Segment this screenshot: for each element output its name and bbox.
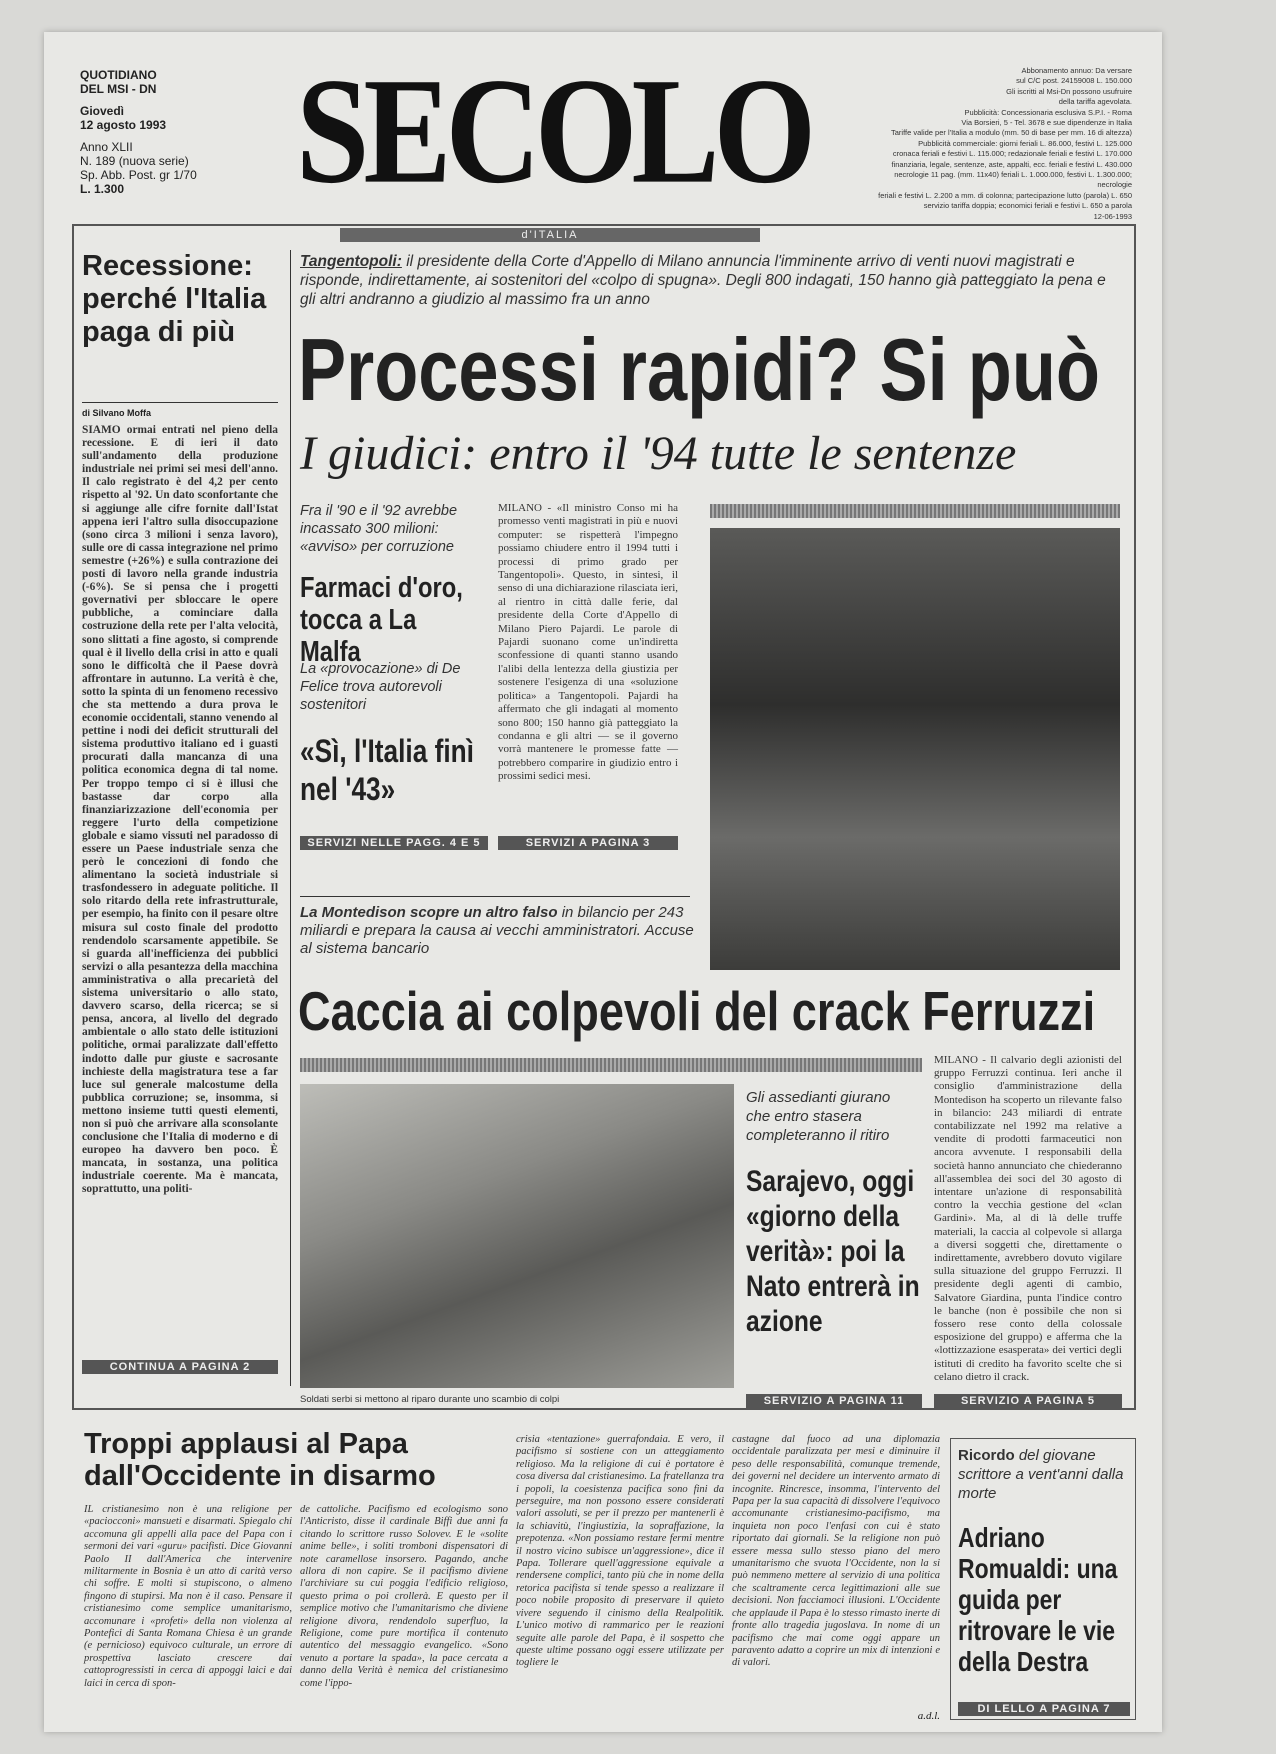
papa-col-2: de cattoliche. Pacifismo ed ecologismo sono l'Anticristo, disse il cardinale Biffi due anni fa citando lo scrittore russo Solovev. E le «solite anime belle», i soliti tromboni dispensatori di note caramellose insorsero. Pagando, anche allora di non capire. Se il pacifismo diviene l'archiviare su cui poggia l'edificio religioso, questo prima o poi crollerà. E questo per il semplice motivo che l'umanitarismo che diviene religione divora, rendendolo superfluo, la Religione, come pure mortifica il contenuto autentico del messaggio evangelico. «Sono venuto a portare la spada», la pace cercata a danno della Verità è nemica del cristianesimo come l'ippo- xyxy=(300,1504,508,1689)
masthead-info xyxy=(80,68,240,196)
info-line: cronaca feriali e festivi L. 115.000; redazionale feriali e festivi L. 170.000 xyxy=(892,149,1132,159)
kicker-text: il presidente della Corte d'Appello di Milano annuncia l'imminente arrivo di venti nuovi magistrati e risponde, indirettamente, ai sostenitori del «colpo di spugna». Degli 800 indagati, 150 hanno già patteggiato la pena e gli altri andranno a giudizio al massimo fra un anno xyxy=(300,253,1106,308)
romualdi-headline-text: Adriano Romualdi: una guida per ritrovare le vie della Destra xyxy=(958,1522,1118,1677)
sarajevo-headline-text: Sarajevo, oggi «giorno della verità»: poi la Nato entrerà in azione xyxy=(746,1165,920,1338)
newspaper-page xyxy=(44,32,1162,1732)
italia-headline xyxy=(300,732,490,814)
masthead-line: L. 1.300 xyxy=(80,182,125,196)
masthead-line: Sp. Abb. Post. gr 1/70 xyxy=(80,168,197,182)
servizio-pagina5-bar: SERVIZIO A PAGINA 5 xyxy=(934,1394,1122,1408)
papa-headline: Troppi applausi al Papa dall'Occidente in disarmo xyxy=(84,1428,436,1492)
column-divider xyxy=(290,250,291,1386)
tangentopoli-kicker xyxy=(300,252,1120,309)
montedison-kicker-lead: La Montedison scopre un altro falso xyxy=(300,904,558,921)
servizi-bar: SERVIZI NELLE PAGG. 4 E 5 xyxy=(300,836,488,850)
montedison-kicker xyxy=(300,904,700,958)
divider xyxy=(82,402,278,403)
divider xyxy=(300,896,690,897)
romualdi-headline xyxy=(958,1522,1136,1702)
subscription-info xyxy=(864,66,1132,222)
ferruzzi-headline-text: Caccia ai colpevoli del crack Ferruzzi xyxy=(298,980,1096,1042)
info-line: Tariffe valide per l'Italia a modulo (mm. 50 di base per mm. 16 di altezza) xyxy=(891,128,1132,138)
papa-col-1: IL cristianesimo non è una religione per «paciocconi» mansueti e disarmati. Spiegalo chi accomuna gli appelli alla pace del Papa con i sermoni dei vari «guru» pacifisti. Dice Giovanni Paolo II dall'America che intervenire militarmente in Bosnia è un atto di carità verso chi soffre. E molti si stupiscono, o almeno fingono di stupirsi. Ma non è il caso. Pensare il cristianesimo come semplice umanitarismo, accomunare i «profeti» della non violenza al Pontefici di Santa Romana Chiesa è un grande (e pernicioso) equivoco culturale, un errore di prospettiva lasciato crescere dai cattoprogressisti in cerca di appoggi laici e dai laici in cerca di spon- xyxy=(84,1504,292,1689)
defelice-kicker: La «provocazione» di De Felice trova autorevoli sostenitori xyxy=(300,661,461,713)
info-line: 12-06-1993 xyxy=(1093,211,1132,221)
romualdi-kicker xyxy=(958,1446,1130,1503)
byline: di Silvano Moffa xyxy=(82,408,152,418)
sarajevo-photo xyxy=(300,1084,734,1388)
papa-col-3: crisia «tentazione» guerrafondaia. E vero, il pacifismo si sostiene con un atteggiamento religioso. Ma la religione di cui è portatore è cosa diversa dal cristianesimo. La fratellanza tra i popoli, la coesistenza pacifica sono fini da perseguire, ma non possono essere considerati valori assoluti, se per il prezzo per mantenerli è la schiavitù, l'ingiustizia, la sopraffazione, la prepotenza. «Non possiamo restare fermi mentre il nostro vicino subisce un'aggressione», dice il Papa. Tollerare quell'aggressione equivale a rendersene complici, tanto più che in nome della retorica pacifista si tende spesso a realizzare il poco nobile proposito di preservare il quieto vivere seguendo il cinismo della Realpolitik. L'unico motivo di rammarico per le reazioni seguite alle parole del Papa, è il sospetto che queste ultime possano oggi essere utilizzate per togliere le xyxy=(516,1434,724,1669)
masthead-line: QUOTIDIANO xyxy=(80,68,157,82)
info-line: finanziaria, legale, sentenze, aste, appalti, ecc. feriali e festivi L. 430.000 xyxy=(891,159,1132,169)
processi-headline-text: Processi rapidi? Si può xyxy=(298,320,1100,419)
sarajevo-kicker: Gli assedianti giurano che entro stasera completeranno il ritiro xyxy=(746,1089,891,1144)
info-line: Gli iscritti al Msi-Dn possono usufruire xyxy=(1006,86,1132,96)
masthead-line: 12 agosto 1993 xyxy=(80,118,167,132)
logo-subtitle: d'ITALIA xyxy=(340,228,760,242)
ferruzzi-body: MILANO - Il calvario degli azionisti del gruppo Ferruzzi continua. Ieri anche il consiglio d'amministrazione della Montedison ha scoperto un rilevante falso in bilancio: 243 miliardi di entrate contabilizzate nel 1992 ma relative a vendite di prodotti farmaceutici non ancora avvenute. I responsabili della società hanno annunciato che chiederanno all'assemblea dei soci del 30 agosto di intentare un'azione di responsabilità contro la vecchia gestione del «clan Gardini». Ma, al di là delle truffe materiali, la caccia al colpevole si allarga a diversi soggetti che, direttamente o indirettamente, avrebbero dovuto vigilare sulla situazione del gruppo Ferruzzi. Il presidente degli agenti di cambio, Salvatore Giardina, punta l'indice contro le banche (non è possibile che non si fossero rese conto della colossale esposizione del gruppo) e afferma che la «lottizzazione esasperata» dei vertici degli istituti di credito ha favorito scelte che si celano dietro il crack. xyxy=(934,1054,1122,1383)
continua-bar: CONTINUA A PAGINA 2 xyxy=(82,1360,278,1374)
info-line: Abbonamento annuo: Da versare xyxy=(1021,66,1132,75)
photo-strip xyxy=(710,504,1120,518)
signature: a.d.l. xyxy=(917,1710,940,1722)
milano-body: MILANO - «Il ministro Conso mi ha promesso venti magistrati in più e nuovi computer: se rispetterà l'impegno possiamo chiudere entro il 1994 tutti i processi di primo grado per Tangentopoli». Questo, in sintesi, il senso di una dichiarazione rilasciata ieri, al rientro in città dalle ferie, dal presidente della Corte d'Appello di Milano Piero Pajardi. Le parole di Pajardi suonano come un'indiretta sconfessione di quanti stanno usando l'alibi della lentezza della giustizia per sostenere l'esigenza di una «soluzione politica» a Tangentopoli. Pajardi ha affermato che gli indagati al momento sono 800; 150 hanno già patteggiato la condanna e gli altri — se il governo vorrà mantenere le promesse fatte — potrebbero comparire in giudizio entro i prossimi sedici mesi. xyxy=(498,502,678,783)
processi-subhead: I giudici: entro il '94 tutte le sentenze xyxy=(300,427,1017,480)
masthead-line: N. 189 (nuova serie) xyxy=(80,154,189,168)
masthead-line: Anno XLII xyxy=(80,140,133,154)
farmaci-headline xyxy=(300,572,490,668)
logo-text: SECOLO xyxy=(296,45,811,215)
info-line: necrologie 11 pag. (mm. 11x40) feriali L. 1.000.000, festivi L. 1.300.000; necrologie xyxy=(894,170,1132,190)
info-line: sul C/C post. 24159008 L. 150.000 xyxy=(1016,76,1132,86)
processi-headline xyxy=(298,322,1118,418)
masthead-line: Giovedì xyxy=(80,104,125,118)
info-line: Via Borsieri, 5 - Tel. 3678 e sue dipendenze in Italia xyxy=(961,118,1132,128)
servizio-pagina11-bar: SERVIZIO A PAGINA 11 xyxy=(746,1394,922,1408)
info-line: Pubblicità: Concessionaria esclusiva S.P.I. - Roma xyxy=(964,107,1132,117)
recessione-body: SIAMO ormai entrati nel pieno della recessione. E di ieri il dato sull'andamento della produzione industriale nei primi sei mesi dell'anno. Il calo registrato è del 4,2 per cento rispetto al '92. Un dato sconfortante che si aggiunge alle cifre fornite dall'Istat appena ieri l'altro sulla disoccupazione (sono circa 3 milioni i senza lavoro), sulle ore di cassa integrazione nel primo semestre (+26%) e sulla contrazione dei posti di lavoro nella grande industria (-6%). Se si pensa che i progetti governativi per sbloccare le opere pubbliche, a cominciare dalla costruzione della rete per l'alta velocità, sono slittati a fine agosto, si comprende qual è il livello della crisi in atto e quali sono le difficoltà che il Paese dovrà affrontare in autunno. La verità è che, sotto la spinta di un fenomeno recessivo che sta mettendo a dura prova le economie occidentali, stanno venendo al pettine i nodi dei deficit strutturali del sistema produttivo italiano ed i guasti procurati dalla mancanza di una politica economica degna di tal nome. Per troppo tempo ci si è illusi che bastasse dar corpo alla finanziarizzazione dell'economia per reggere l'urto della competizione globale e siamo vissuti nel paradosso di essere un Paese industriale senza che però le concezioni di fondo che alimentano la società industriale si trasfondessero in adeguate politiche. Il solo ritardo della rete infrastrutturale, per esempio, ha finito con il pesare oltre misura sul costo finale del prodotto rendendolo scarsamente appetibile. Se si guarda all'inefficienza dei pubblici servizi o alla pesantezza della macchina amministrativa o alla precarietà del sistema universitario o allo stato, davvero scarso, della ricerca; se si pensa, ancora, al livello del degrado ambientale o allo stato delle istituzioni politiche, ormai paralizzate dall'effetto indotto dalle pur giuste e sacrosante inchieste della magistratura tese a far luce sul generale malcostume della pubblica corruzione; se, insomma, si mettono insieme tutti questi elementi, non si può che arrivare alla sconsolante conclusione che l'Italia di moderno e di europeo ha davvero ben poco. È mancata, in sostanza, una politica industriale coerente. Ma è mancata, soprattutto, una politi- xyxy=(82,424,278,1196)
info-line: della tariffa agevolata. xyxy=(1058,97,1132,107)
photo-caption: Soldati serbi si mettono al riparo durante uno scambio di colpi xyxy=(300,1394,560,1405)
recessione-headline: Recessione: perché l'Italia paga di più xyxy=(82,250,267,348)
lello-bar: DI LELLO A PAGINA 7 xyxy=(958,1702,1130,1716)
masthead-line: DEL MSI - DN xyxy=(80,82,157,96)
info-line: servizio tariffa doppia; economici feriali e festivi L. 650 a parola xyxy=(923,201,1132,211)
sarajevo-headline xyxy=(746,1164,936,1384)
montedison-kicker-text: in bilancio per 243 miliardi e prepara la causa ai vecchi amministratori. Accuse al sistema bancario xyxy=(300,904,694,957)
tangentopoli-photo xyxy=(710,528,1120,970)
newspaper-logo xyxy=(296,45,811,241)
servizi-pagina3-bar: SERVIZI A PAGINA 3 xyxy=(498,836,678,850)
info-line: feriali e festivi L. 2.200 a mm. di colonna; partecipazione lutto (parola) L. 650 xyxy=(878,190,1132,200)
photo-strip xyxy=(300,1058,922,1072)
farmaci-headline-text: Farmaci d'oro, tocca a La Malfa xyxy=(300,572,463,668)
romualdi-kicker-lead: Ricordo xyxy=(958,1447,1015,1464)
farmaci-kicker: Fra il '90 e il '92 avrebbe incassato 300 milioni: «avviso» per corruzione xyxy=(300,503,458,555)
ferruzzi-headline xyxy=(298,980,1128,1044)
romualdi-kicker-text: del giovane scrittore a vent'anni dalla morte xyxy=(958,1447,1124,1502)
info-line: Pubblicità commerciale: giorni feriali L. 86.000, festivi L. 125.000 xyxy=(918,138,1132,148)
italia-headline-text: «Sì, l'Italia finì nel '43» xyxy=(300,733,474,807)
papa-col-4: castagne dal fuoco ad una diplomazia occidentale paralizzata per mesi e diminuire il peso delle responsabilità, comunque tremende, dei governi nel decidere un intervento armato di incognite. Rincresce, insomma, l'intervento del Papa per la sua capacità di dissolvere l'equivoco accomunante cristianesimo-pacifismo, ma inquieta non poco l'enfasi con cui è stato riportato dai giornali. Se la religione non può essere messa sullo stesso piano del mero umanitarismo che svuota l'Occidente, non la si può nemmeno mettere al servizio di una politica che scaltramente cerca legittimazioni alle sue decisioni. Non facciamoci illusioni. L'Occidente che applaude il Papa è lo stesso rimasto inerte di fronte allo tragedia jugoslava. In nome di un pacifismo che mai come oggi appare un paravento adatto a coprire un mix di intenzioni e di valori. xyxy=(732,1434,940,1669)
kicker-lead: Tangentopoli: xyxy=(300,253,402,270)
